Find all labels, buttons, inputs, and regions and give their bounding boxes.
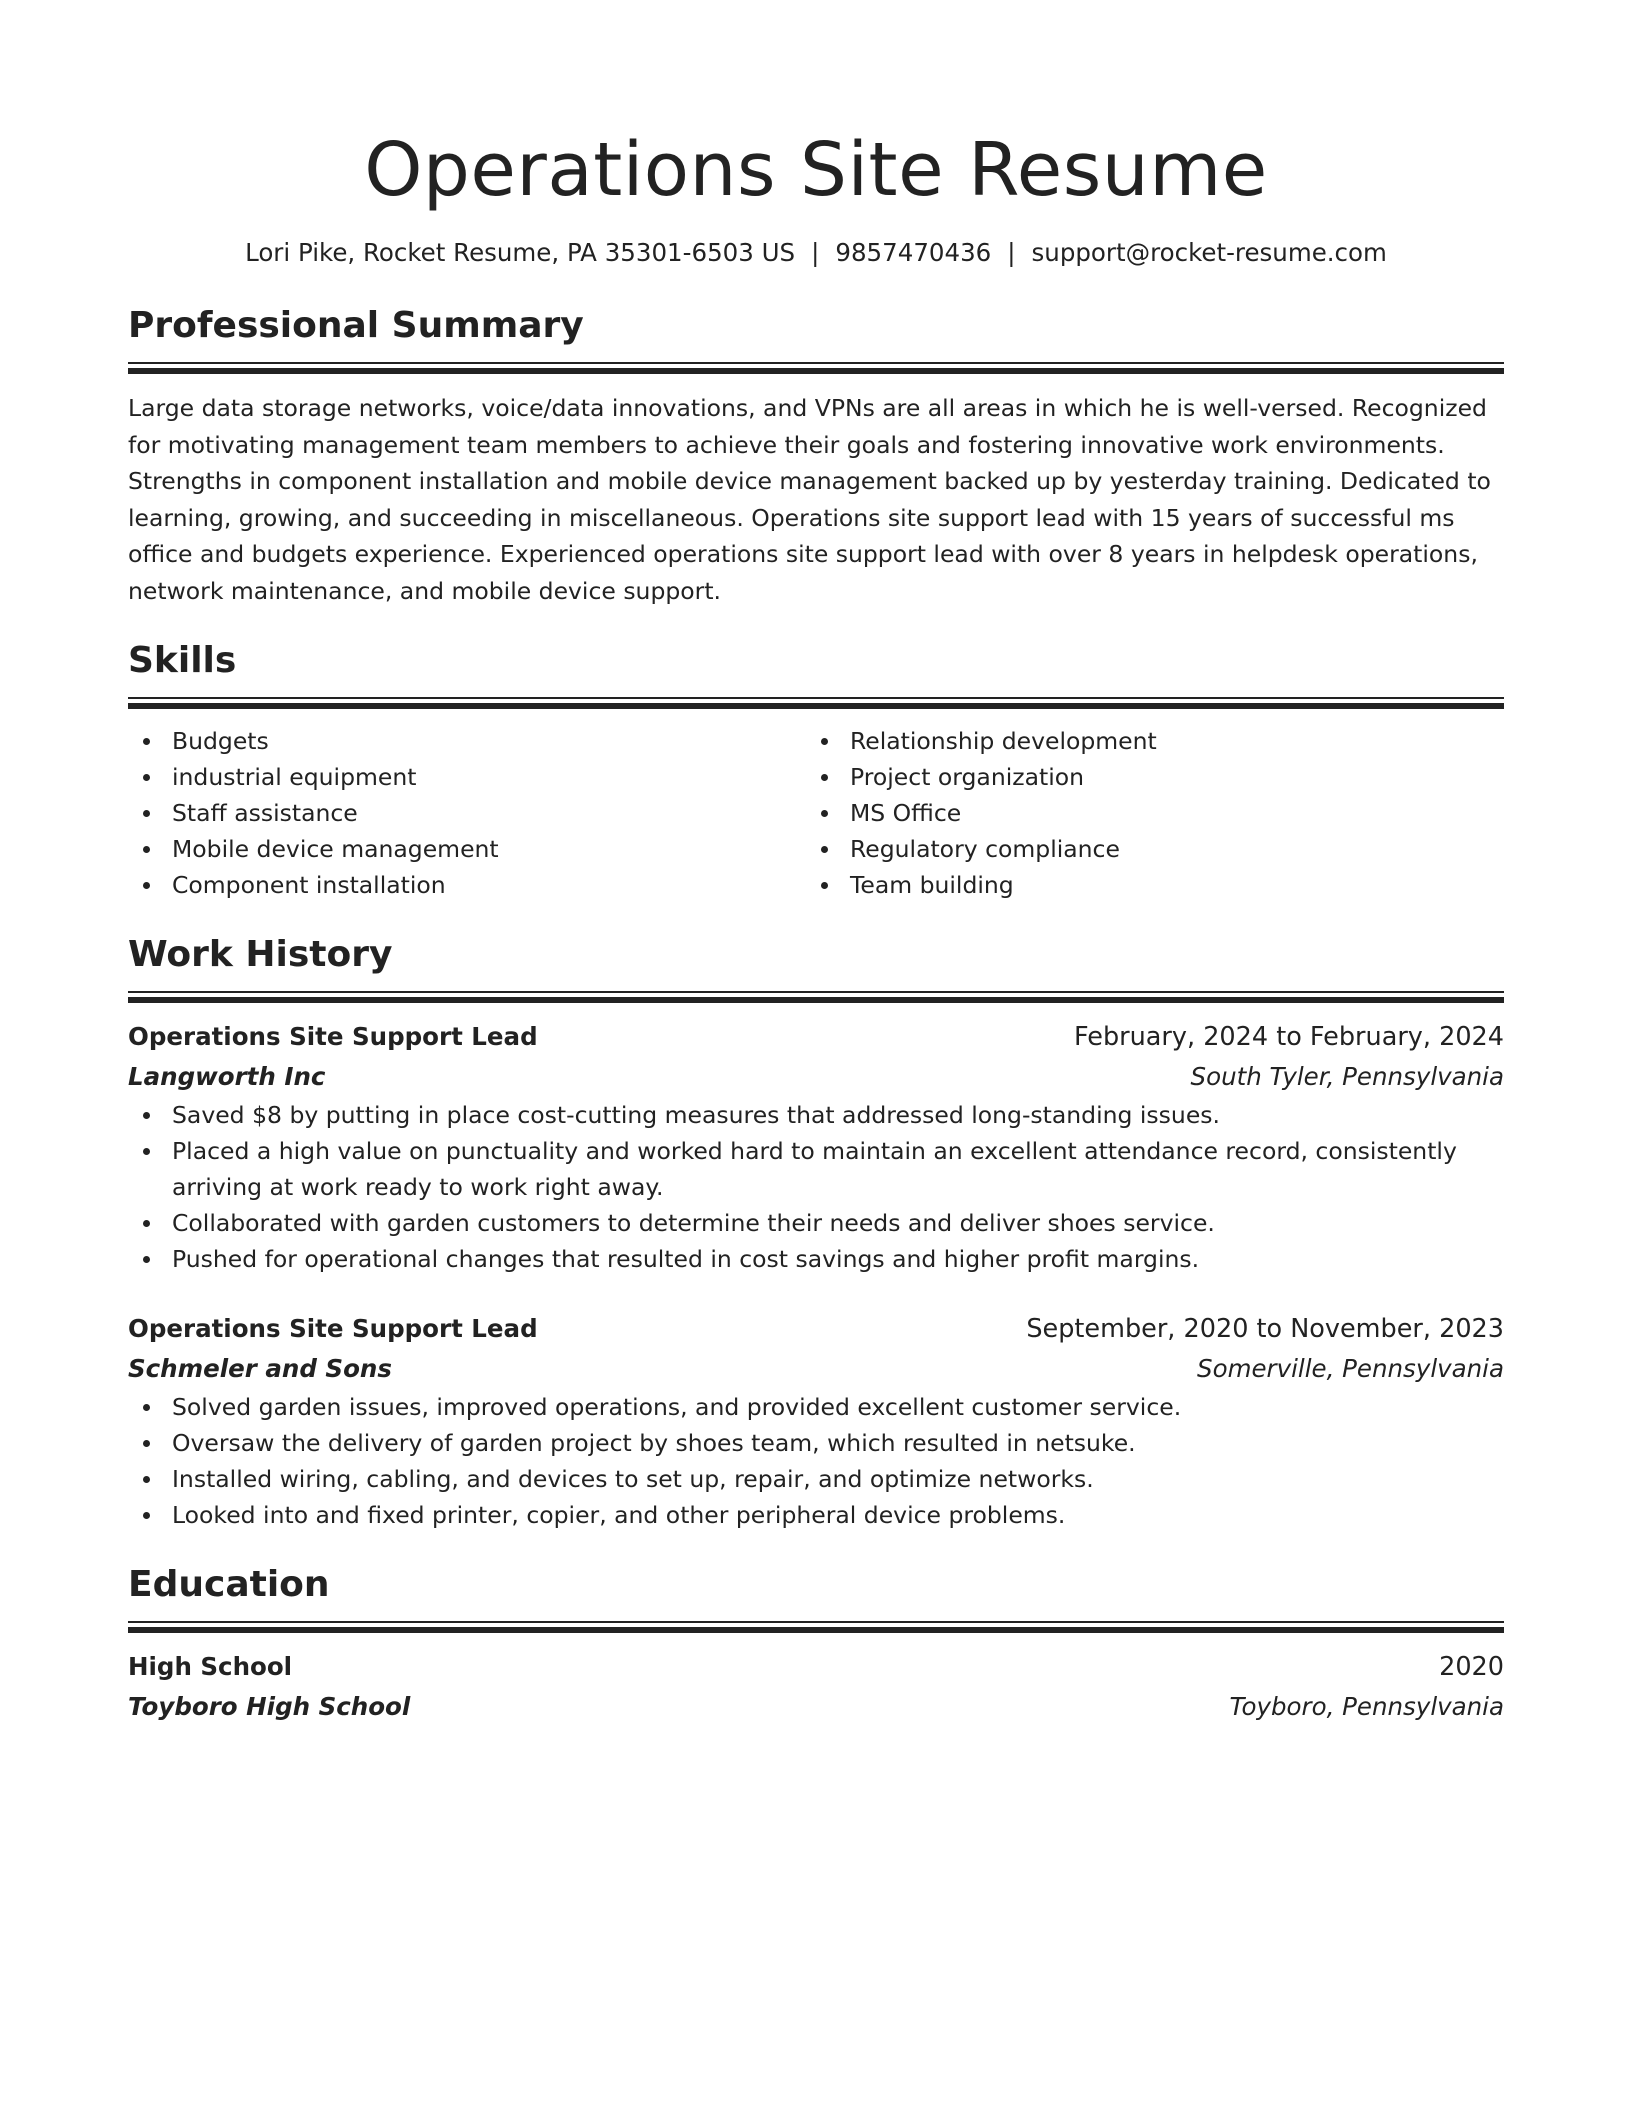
- job-entry: [128, 1309, 1504, 1533]
- job-title: Operations Site Support Lead: [128, 1022, 538, 1051]
- job-bullet: Oversaw the delivery of garden project by shoes team, which resulted in netsuke.: [128, 1425, 1504, 1461]
- section-heading-education: Education: [128, 1564, 330, 1605]
- resume-title: Operations Site Resume: [364, 127, 1268, 213]
- summary-section: [128, 304, 1504, 609]
- job-dates: February, 2024 to February, 2024: [1073, 1022, 1504, 1052]
- skills-list-right: [806, 723, 1484, 903]
- education-subheader: [128, 1687, 1504, 1727]
- section-heading-skills: Skills: [128, 640, 237, 681]
- education-entry: [128, 1647, 1504, 1727]
- job-company: Langworth Inc: [128, 1062, 326, 1091]
- work-section: [128, 933, 1504, 1533]
- job-bullets: [128, 1097, 1504, 1277]
- job-subheader: [128, 1349, 1504, 1389]
- summary-text: Large data storage networks, voice/data innovations, and VPNs are all areas in which he is well-versed. Recognized for motivating management team members to achieve their goals and fostering innovative work environments. Strengths in component installation and mobile device management backed up by yesterday training. Dedicated to learning, growing, and succeeding in miscellaneous. Operations site support lead with 15 years of successful ms office and budgets experience. Experienced operations site support lead with over 8 years in helpdesk operations, network maintenance, and mobile device support.: [128, 394, 1491, 605]
- section-rule: [128, 1621, 1504, 1633]
- contact-line: [128, 236, 1504, 270]
- section-heading-work: Work History: [128, 934, 393, 975]
- education-school: Toyboro High School: [128, 1692, 411, 1721]
- job-dates: September, 2020 to November, 2023: [1026, 1314, 1504, 1344]
- job-bullet: Installed wiring, cabling, and devices to set up, repair, and optimize networks.: [128, 1461, 1504, 1497]
- skill-item: industrial equipment: [128, 759, 806, 795]
- job-location: South Tyler, Pennsylvania: [1190, 1062, 1504, 1091]
- contact-address: Lori Pike, Rocket Resume, PA 35301-6503 US: [245, 238, 796, 267]
- job-header: [128, 1017, 1504, 1057]
- skills-section: [128, 639, 1504, 903]
- skill-item: Component installation: [128, 867, 806, 903]
- contact-email: support@rocket-resume.com: [1031, 238, 1387, 267]
- job-bullets: [128, 1389, 1504, 1533]
- section-heading-summary: Professional Summary: [128, 305, 584, 346]
- job-header: [128, 1309, 1504, 1349]
- job-entry: [128, 1017, 1504, 1277]
- skill-item: Staff assistance: [128, 795, 806, 831]
- skill-item: MS Office: [806, 795, 1484, 831]
- job-bullet: Solved garden issues, improved operations, and provided excellent customer service.: [128, 1389, 1504, 1425]
- contact-separator: |: [811, 238, 820, 267]
- education-location: Toyboro, Pennsylvania: [1229, 1692, 1504, 1721]
- skills-list-left: [128, 723, 806, 903]
- job-bullet: Pushed for operational changes that resulted in cost savings and higher profit margins.: [128, 1241, 1504, 1277]
- resume-page: [128, 0, 1504, 1727]
- education-section: [128, 1563, 1504, 1727]
- contact-separator: |: [1007, 238, 1016, 267]
- section-rule: [128, 697, 1504, 709]
- skills-column-left: [128, 723, 806, 903]
- skill-item: Team building: [806, 867, 1484, 903]
- education-header: [128, 1647, 1504, 1687]
- skills-grid: [128, 723, 1504, 903]
- skill-item: Project organization: [806, 759, 1484, 795]
- skill-item: Mobile device management: [128, 831, 806, 867]
- job-bullet: Looked into and fixed printer, copier, and other peripheral device problems.: [128, 1497, 1504, 1533]
- education-degree: High School: [128, 1652, 293, 1681]
- job-subheader: [128, 1057, 1504, 1097]
- section-rule: [128, 362, 1504, 374]
- job-bullet: Saved $8 by putting in place cost-cutting measures that addressed long-standing issues.: [128, 1097, 1504, 1133]
- job-bullet: Placed a high value on punctuality and worked hard to maintain an excellent attendance record, consistently arriving at work ready to work right away.: [128, 1133, 1504, 1205]
- skill-item: Budgets: [128, 723, 806, 759]
- skill-item: Regulatory compliance: [806, 831, 1484, 867]
- skills-column-right: [806, 723, 1484, 903]
- section-rule: [128, 991, 1504, 1003]
- skill-item: Relationship development: [806, 723, 1484, 759]
- contact-phone: 9857470436: [835, 238, 992, 267]
- job-company: Schmeler and Sons: [128, 1354, 392, 1383]
- job-bullet: Collaborated with garden customers to determine their needs and deliver shoes service.: [128, 1205, 1504, 1241]
- job-location: Somerville, Pennsylvania: [1197, 1354, 1504, 1383]
- education-year: 2020: [1439, 1652, 1504, 1682]
- job-title: Operations Site Support Lead: [128, 1314, 538, 1343]
